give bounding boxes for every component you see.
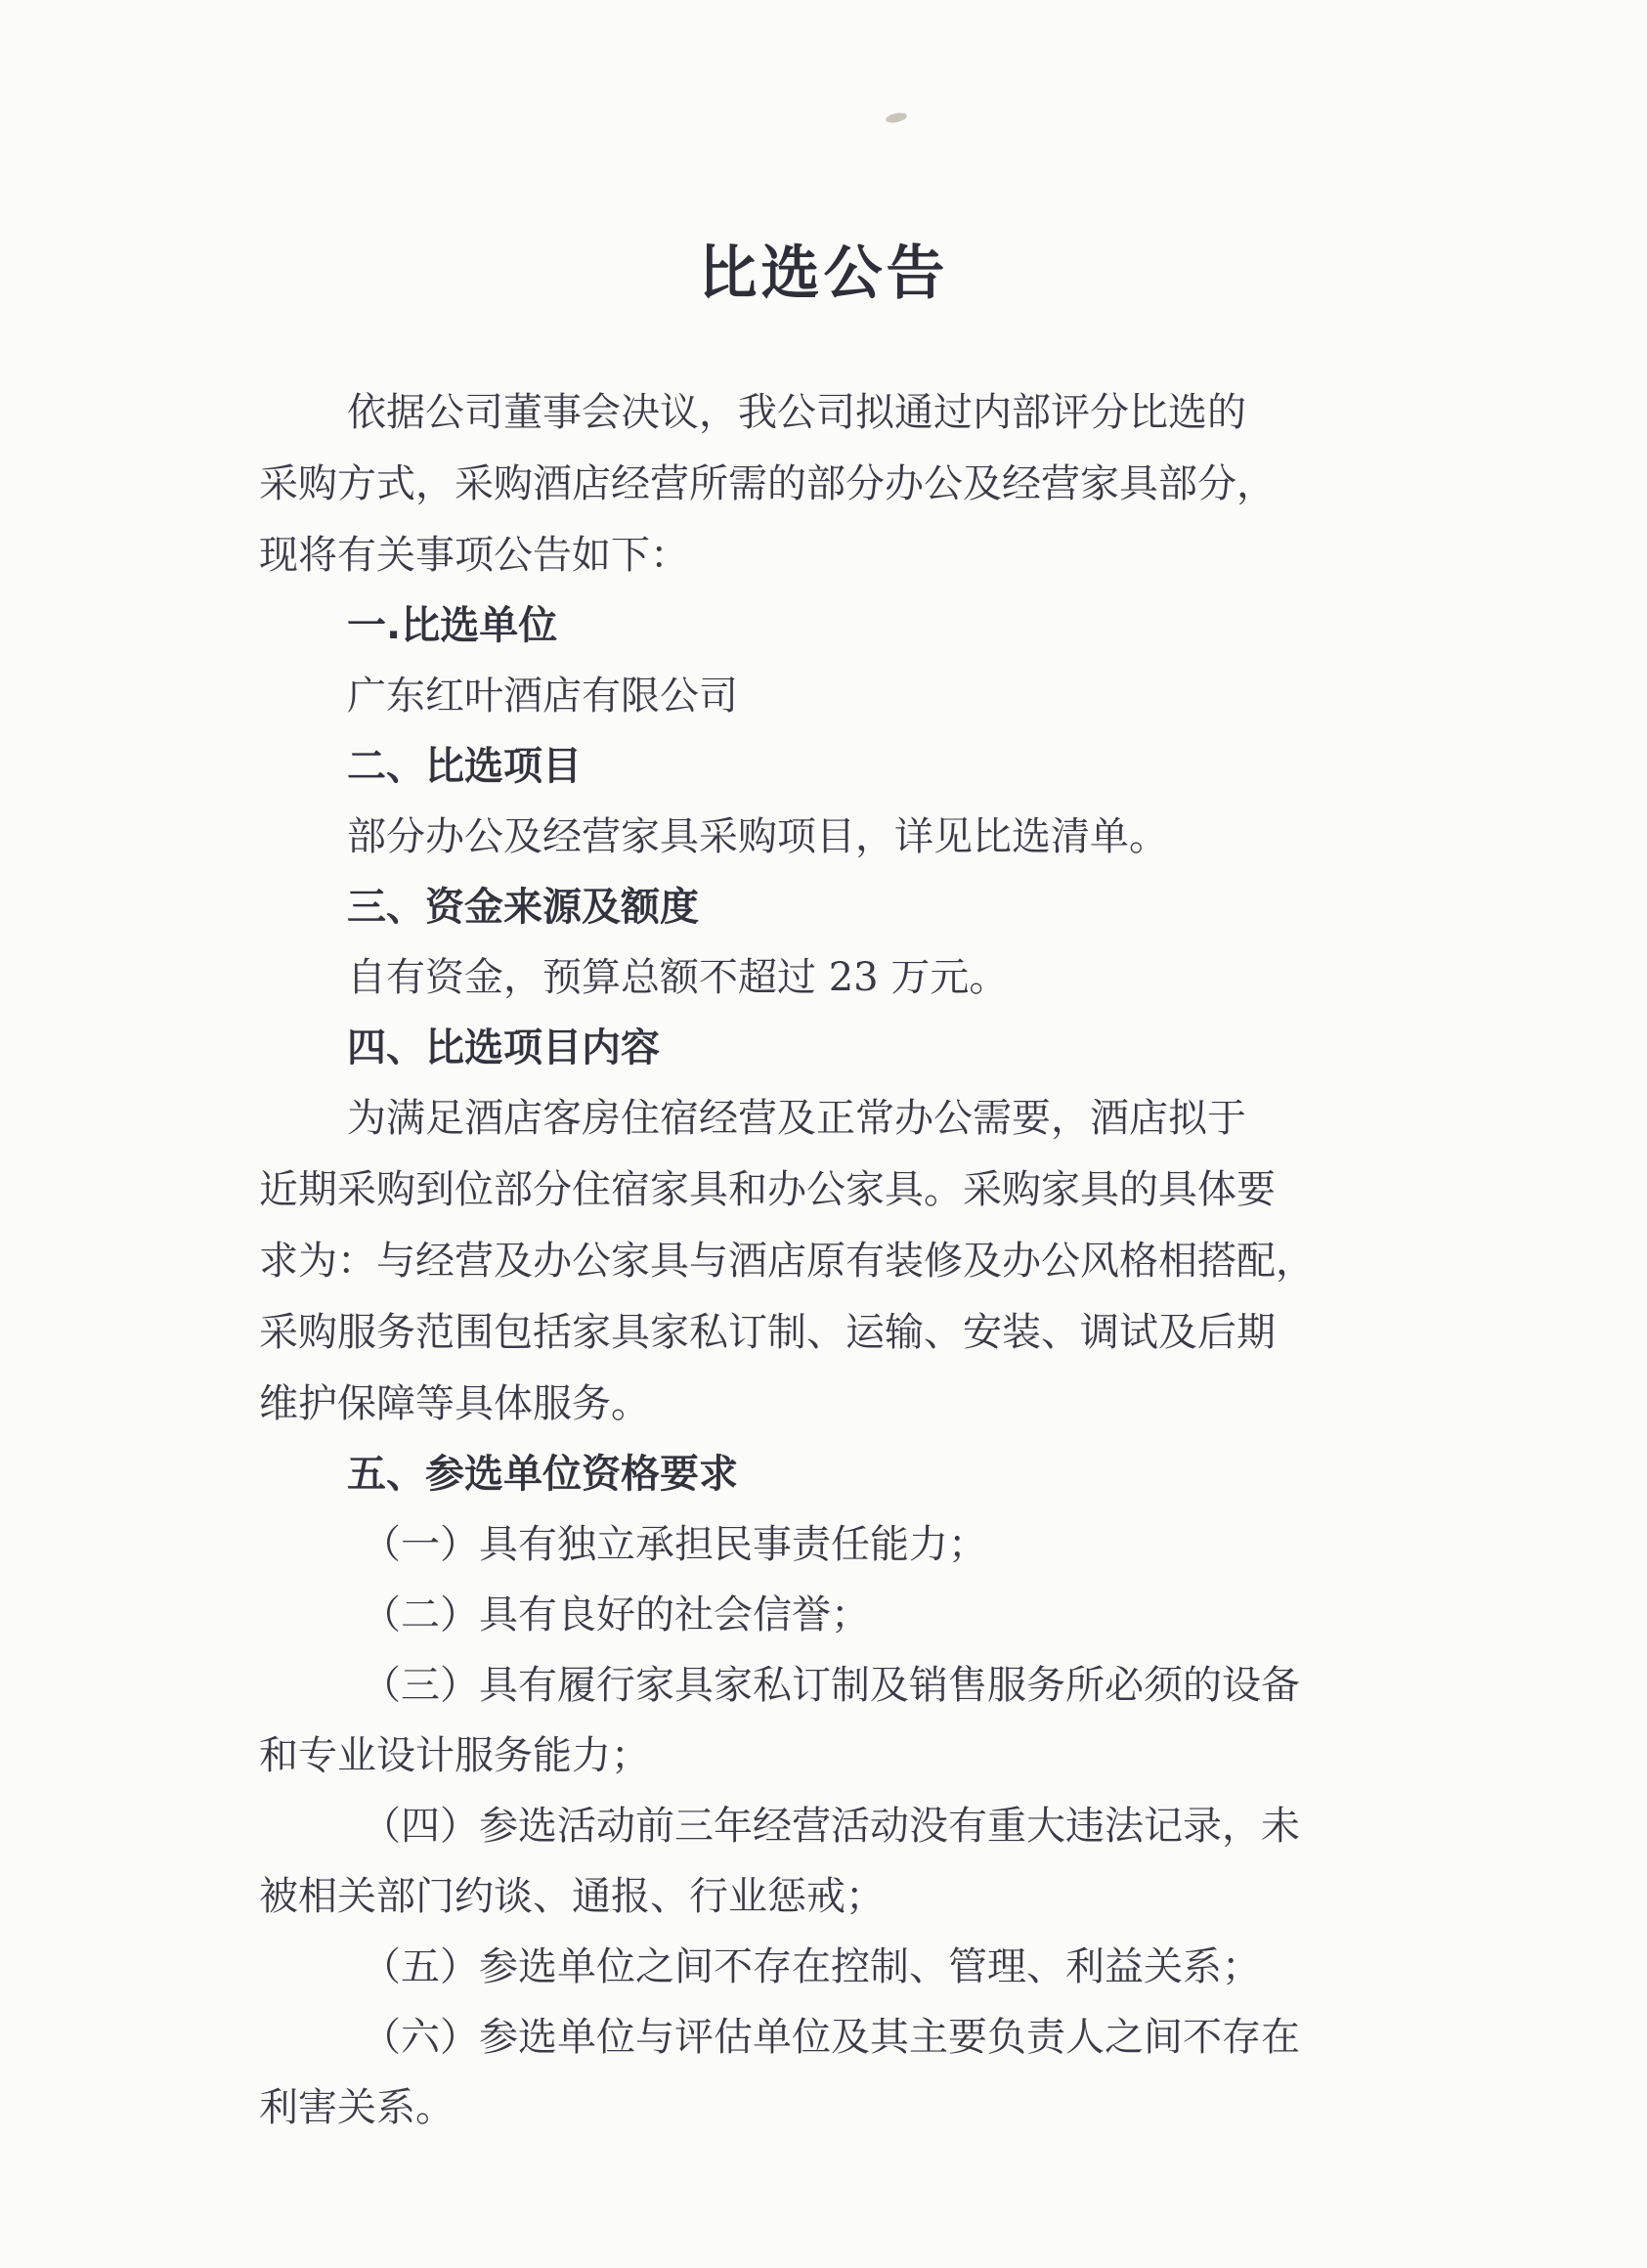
section-4-body-line-3: 求为：与经营及办公家具与酒店原有装修及办公风格相搭配， — [259, 1239, 1315, 1284]
section-4-body-line-2: 近期采购到位部分住宿家具和办公家具。采购家具的具体要 — [259, 1167, 1276, 1212]
section-5-heading: 五、参选单位资格要求 — [347, 1452, 738, 1497]
section-4-body-line-5: 维护保障等具体服务。 — [259, 1381, 650, 1426]
scan-speck — [885, 111, 907, 124]
section-5-item-4-cont: 被相关部门约谈、通报、行业惩戒； — [259, 1874, 885, 1919]
section-5-item-3: （三）具有履行家具家私订制及销售服务所必须的设备 — [362, 1663, 1300, 1708]
section-3-heading: 三、资金来源及额度 — [347, 885, 699, 930]
intro-line-1: 依据公司董事会决议，我公司拟通过内部评分比选的 — [347, 390, 1246, 435]
section-5-item-1: （一）具有独立承担民事责任能力； — [362, 1522, 987, 1567]
section-4-heading: 四、比选项目内容 — [347, 1025, 660, 1070]
section-2-heading: 二、比选项目 — [347, 744, 582, 789]
section-1-heading: 一.比选单位 — [347, 603, 558, 648]
section-1-body: 广东红叶酒店有限公司 — [347, 674, 738, 719]
section-3-body: 自有资金，预算总额不超过 23 万元。 — [347, 955, 1009, 1000]
section-4-body-line-4: 采购服务范围包括家具家私订制、运输、安装、调试及后期 — [259, 1310, 1276, 1355]
section-5-item-4: （四）参选活动前三年经营活动没有重大违法记录，未 — [362, 1804, 1300, 1849]
section-5-item-2: （二）具有良好的社会信誉； — [362, 1592, 870, 1637]
section-4-body-line-1: 为满足酒店客房住宿经营及正常办公需要，酒店拟于 — [347, 1096, 1246, 1141]
section-5-item-3-cont: 和专业设计服务能力； — [259, 1733, 650, 1778]
document-title: 比选公告 — [698, 240, 949, 308]
section-5-item-6: （六）参选单位与评估单位及其主要负责人之间不存在 — [362, 2015, 1300, 2060]
section-5-item-6-cont: 利害关系。 — [259, 2085, 455, 2130]
intro-line-3: 现将有关事项公告如下： — [259, 533, 689, 578]
section-5-item-5: （五）参选单位之间不存在控制、管理、利益关系； — [362, 1944, 1261, 1989]
section-2-body: 部分办公及经营家具采购项目，详见比选清单。 — [347, 814, 1168, 859]
intro-line-2: 采购方式，采购酒店经营所需的部分办公及经营家具部分， — [259, 461, 1276, 506]
